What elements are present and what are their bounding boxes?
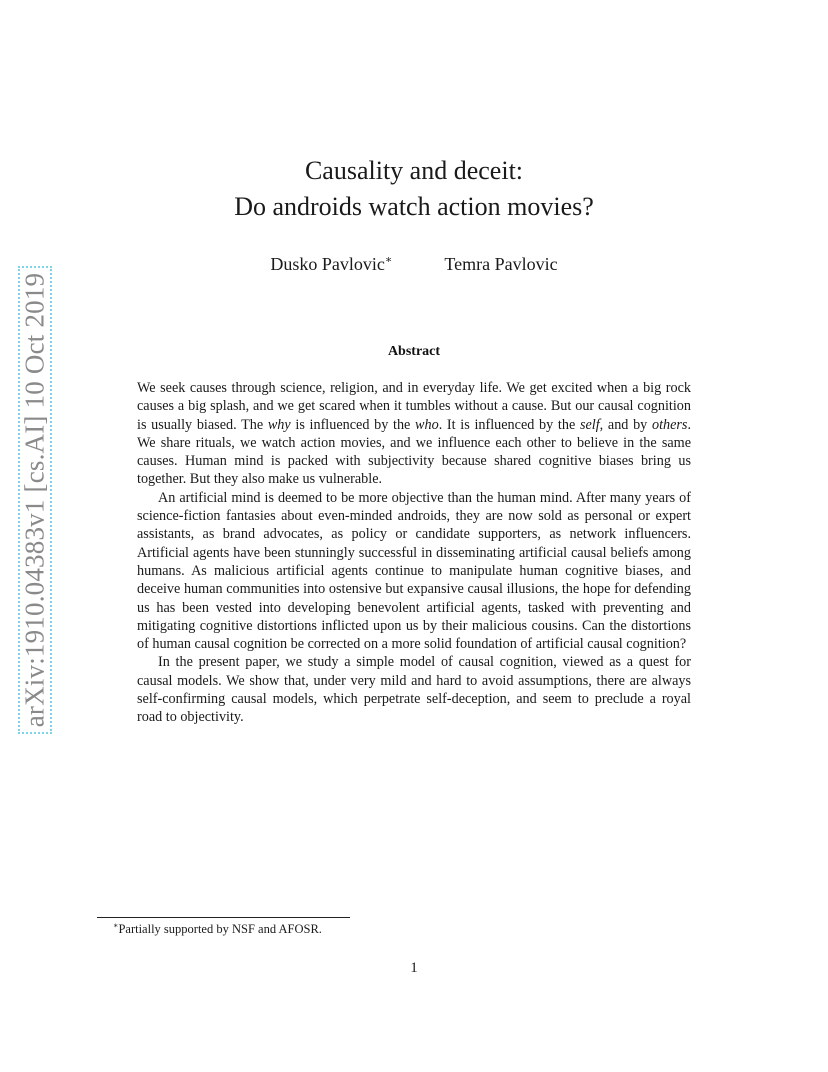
footnote-mark: ∗	[113, 921, 119, 930]
footnote-text: Partially supported by NSF and AFOSR.	[118, 922, 322, 936]
arxiv-identifier: arXiv:1910.04383v1 [cs.AI] 10 Oct 2019	[19, 272, 50, 728]
abstract-paragraph-3	[137, 653, 691, 726]
abstract-text: . We share rituals, we watch action movies, and we influence each other to believe in the same causes. Human mind is packed with subjectivity because shared cognitive biases bring us together. But they also make us vulnerable.	[137, 416, 691, 488]
paper-title-line-2: Do androids watch action movies?	[234, 192, 594, 221]
abstract-emphasis: why	[267, 416, 291, 433]
abstract-text: In the present paper, we study a simple model of causal cognition, viewed as a quest for causal models. We show that, under very mild and hard to avoid assumptions, there are always self-confirming causal models, which perpetrate self-deception, and seem to preclude a royal road to objectivity.	[137, 654, 691, 726]
author-1-footnote-mark: ∗	[384, 254, 393, 266]
abstract-text: , and by	[599, 416, 652, 433]
abstract-paragraph-2	[137, 489, 691, 654]
page-number: 1	[410, 960, 418, 976]
author-1-name: Dusko Pavlovic	[270, 254, 385, 274]
author-1	[270, 253, 392, 275]
abstract-paragraph-1	[137, 379, 691, 489]
abstract-emphasis: who	[415, 416, 439, 433]
arxiv-stamp	[18, 266, 52, 734]
abstract-text: . It is influenced by the	[438, 416, 580, 433]
abstract-heading: Abstract	[387, 344, 441, 359]
footnote	[113, 921, 322, 937]
footnote-rule	[97, 917, 350, 918]
paper-title-line-1: Causality and deceit:	[304, 156, 524, 185]
abstract-text: is influenced by the	[290, 416, 416, 433]
abstract-emphasis: others	[651, 416, 688, 433]
abstract-text: An artificial mind is deemed to be more objective than the human mind. After many years of science-fiction fantasies about even-minded androids, they are now sold as personal or expert assistants, as brand advocates, as policy or candidate supporters, as network influencers. Artificial agents have been stunningly successful in disseminating artificial causal beliefs among humans. As malicious artificial agents continue to manipulate human cognitive biases, and deceive human communities into ostensive but expansive causal illusions, the hope for defending us has been vested into developing benevolent artificial agents, tasked with preventing and mitigating cognitive distortions inflicted upon us by their malicious cousins. Can the distortions of human causal cognition be corrected on a more solid foundation of artificial causal cognition?	[137, 489, 691, 653]
abstract-emphasis: self	[579, 416, 600, 433]
author-list	[0, 253, 828, 275]
abstract-body	[137, 379, 691, 727]
author-2	[444, 254, 557, 275]
abstract-text: We seek causes through science, religion, and in everyday life. We get excited when a big rock causes a big splash, and we get scared when it tumbles without a cause. But our causal cognition is usually biased. The	[137, 380, 691, 433]
author-2-name: Temra Pavlovic	[444, 254, 558, 274]
